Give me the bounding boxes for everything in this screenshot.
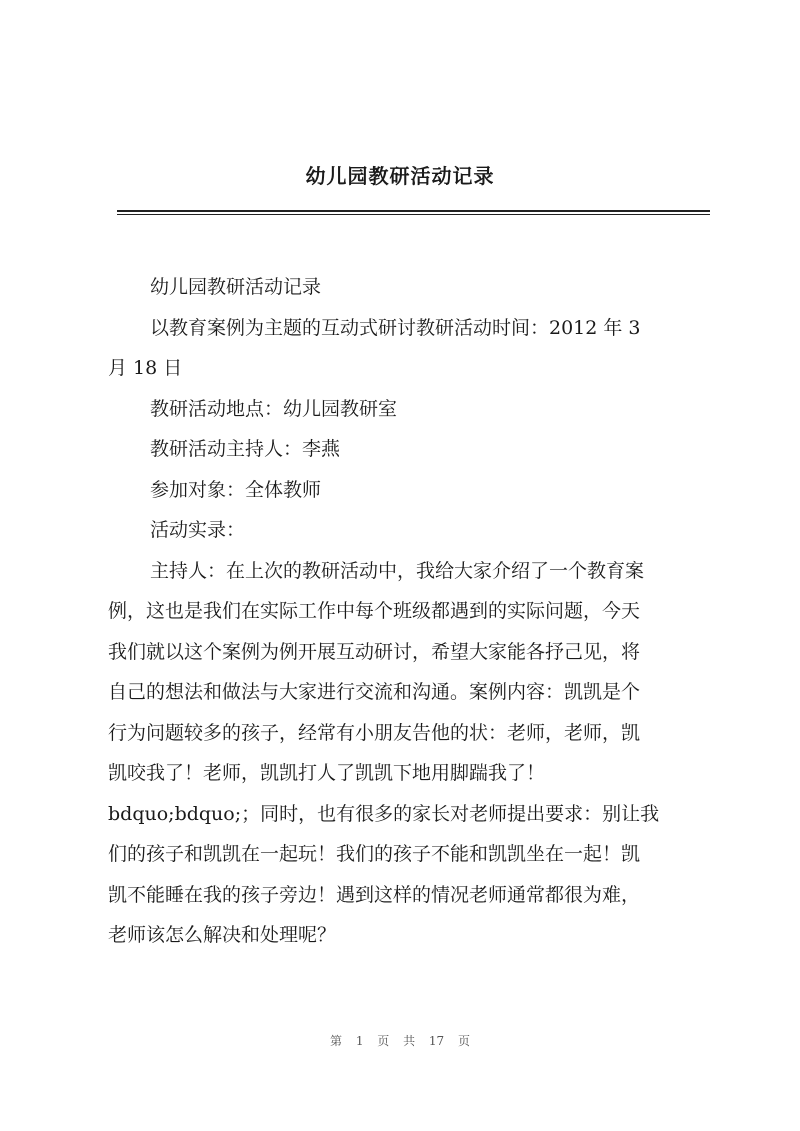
- paragraph-line: 月 18 日: [108, 357, 183, 379]
- paragraph-line: 老师该怎么解决和处理呢？: [108, 924, 337, 946]
- paragraph-line: 教研活动主持人：李燕: [150, 438, 341, 460]
- paragraph-line: 主持人：在上次的教研活动中，我给大家介绍了一个教育案: [150, 559, 645, 582]
- title-divider-thin: [117, 214, 710, 215]
- paragraph-line: 们的孩子和凯凯在一起玩！我们的孩子不能和凯凯坐在一起！凯: [108, 843, 641, 865]
- paragraph-line: 活动实录：: [150, 519, 246, 541]
- paragraph-heading: 幼儿园教研活动记录: [150, 276, 322, 298]
- page-number-footer: 第 1 页 共 17 页: [330, 1034, 470, 1048]
- document-body: [108, 267, 714, 956]
- title-divider: [117, 210, 710, 212]
- paragraph-line: 自己的想法和做法与大家进行交流和沟通。案例内容：凯凯是个: [108, 681, 641, 703]
- paragraph-line: 凯不能睡在我的孩子旁边！遇到这样的情况老师通常都很为难，: [108, 883, 641, 906]
- page-title: 幼儿园教研活动记录: [305, 164, 495, 188]
- paragraph-line: 凯咬我了！老师，凯凯打人了凯凯下地用脚踹我了！: [108, 762, 546, 784]
- paragraph-line: 教研活动地点：幼儿园教研室: [150, 397, 398, 420]
- paragraph-line: bdquo;bdquo;；同时，也有很多的家长对老师提出要求：别让我: [108, 802, 660, 825]
- paragraph-line: 参加对象：全体教师: [150, 478, 322, 501]
- paragraph-line: 以教育案例为主题的互动式研讨教研活动时间：2012 年 3: [150, 316, 641, 339]
- paragraph-line: 我们就以这个案例为例开展互动研讨，希望大家能各抒己见，将: [108, 640, 641, 663]
- paragraph-line: 例，这也是我们在实际工作中每个班级都遇到的实际问题，今天: [108, 600, 641, 622]
- paragraph-line: 行为问题较多的孩子，经常有小朋友告他的状：老师，老师，凯: [108, 721, 641, 744]
